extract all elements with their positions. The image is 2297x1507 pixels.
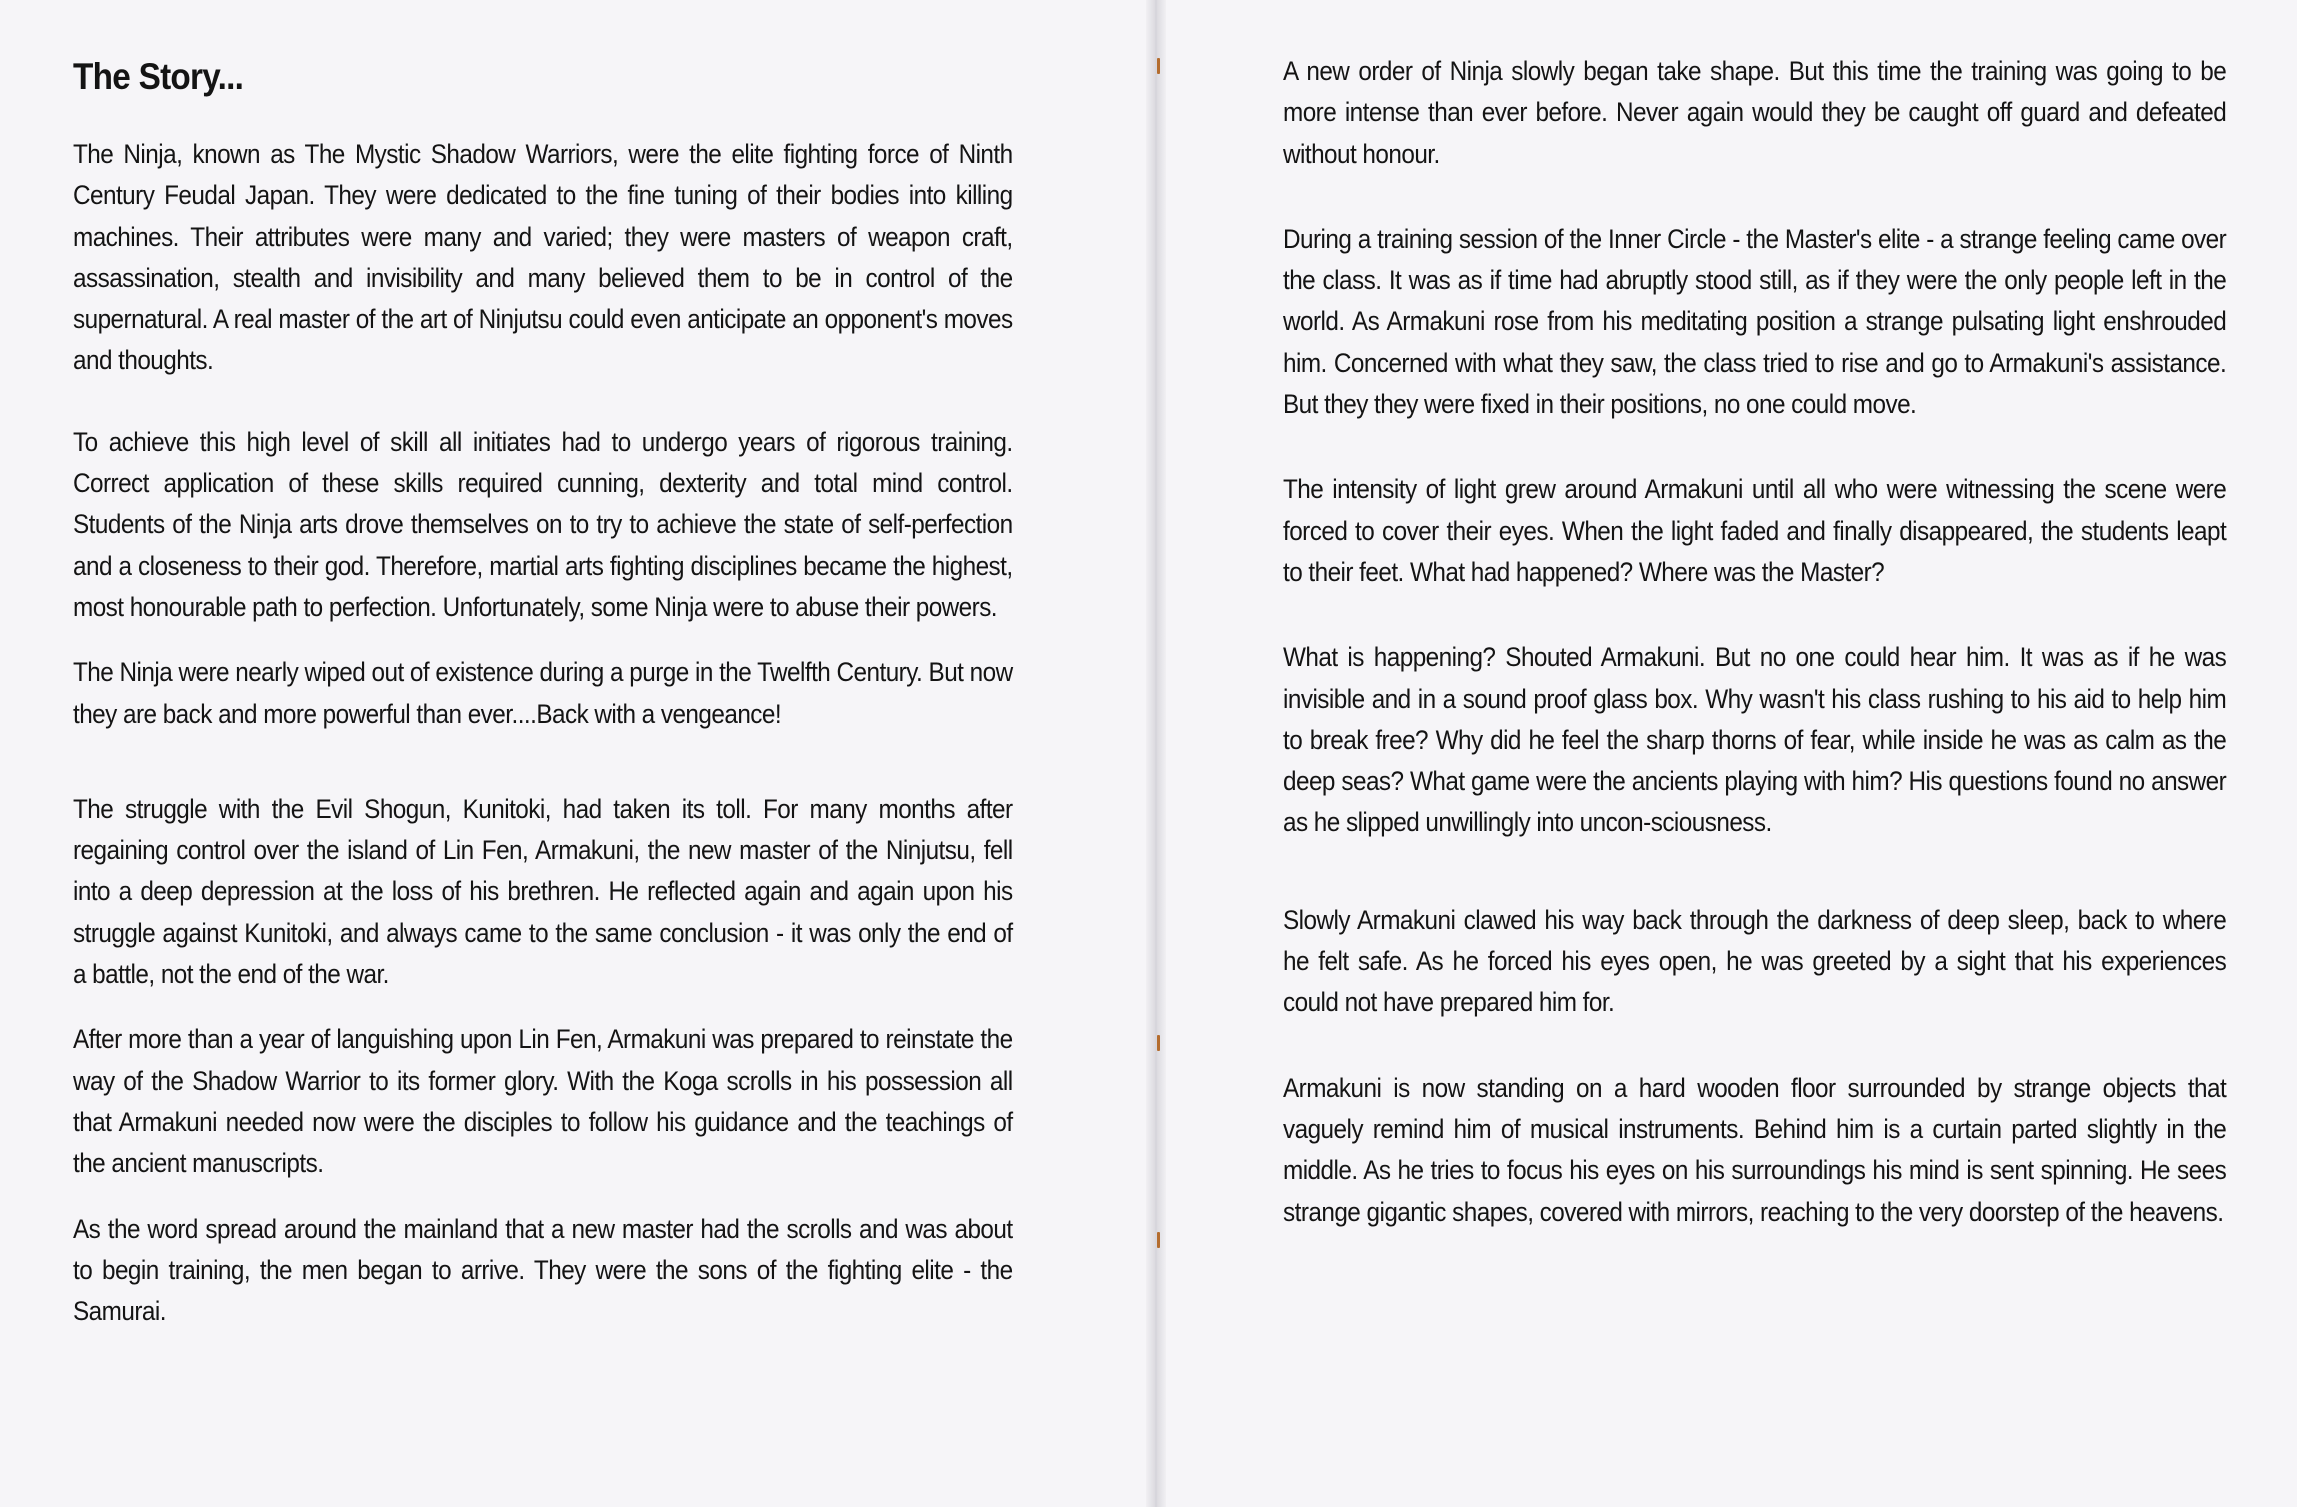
story-paragraph: The Ninja were nearly wiped out of existence during a purge in the Twelfth Century. But now they are back and more powerful than ever....Back with a vengeance! [73,657,1013,729]
story-paragraph: During a training session of the Inner Circle - the Master's elite - a strange feeling came over the class. It was as if time had abruptly stood still, as if they were the only people left in the world. As Armakuni rose from his meditating position a strange pulsating light enshrouded him. Concerned with what they saw, the class tried to rise and go to Armakuni's assistance. But they they were fixed in their positions, no one could move. [1283,223,2227,420]
story-paragraph: To achieve this high level of skill all initiates had to undergo years of rigorous training. Correct application of these skills required cunning, dexterity and total mind control. Students of the Ninja arts drove themselves on to try to achieve the state of self-perfection and a closeness to their god. Therefore, martial arts fighting disciplines became the highest, most honourable path to perfection. Unfortunately, some Ninja were to abuse their powers. [73,426,1013,622]
story-paragraph: As the word spread around the mainland that a new master had the scrolls and was about to begin training, the men began to arrive. They were the sons of the fighting elite - the Samurai. [73,1213,1013,1327]
story-title: The Story... [73,56,244,97]
left-text-column [73,54,1013,1372]
story-paragraph: What is happening? Shouted Armakuni. But no one could hear him. It was as if he was invisible and in a sound proof glass box. Why wasn't his class rushing to his aid to help him to break free? Why did he feel the sharp thorns of fear, while inside he was as calm as the deep seas? What game were the ancients playing with him? His questions found no answer as he slipped unwillingly into uncon-sciousness. [1283,642,2227,838]
story-paragraph: Slowly Armakuni clawed his way back through the darkness of deep sleep, back to where he felt safe. As he forced his eyes open, he was greeted by a sight that his experiences could not have prepared him for. [1283,904,2227,1018]
story-paragraph: The intensity of light grew around Armakuni until all who were witnessing the scene were forced to cover their eyes. When the light faded and finally disappeared, the students leapt to their feet. What had happened? Where was the Master? [1283,474,2227,587]
story-paragraph: Armakuni is now standing on a hard wooden floor surrounded by strange objects that vaguely remind him of musical instruments. Behind him is a curtain parted slightly in the middle. As he tries to focus his eyes on his surroundings his mind is sent spinning. He sees strange gigantic shapes, covered with mirrors, reaching to the very doorstep of the heavens. [1283,1072,2227,1227]
story-paragraph: A new order of Ninja slowly began take shape. But this time the training was going to be more intense than ever before. Never again would they be caught off guard and defeated without honour. [1283,56,2227,169]
binding-mark [1157,58,1160,74]
story-paragraph: After more than a year of languishing upon Lin Fen, Armakuni was prepared to reinstate the way of the Shadow Warrior to its former glory. With the Koga scrolls in his possession all that Armakuni needed now were the disciples to follow his guidance and the teachings of the ancient manuscripts. [73,1024,1013,1179]
binding-mark [1157,1232,1160,1248]
page-gutter [1146,0,1166,1507]
right-text-column [1283,51,2226,1277]
story-paragraph: The Ninja, known as The Mystic Shadow Warriors, were the elite fighting force of Ninth Century Feudal Japan. They were dedicated to the fine tuning of their bodies into killing machines. Their attributes were many and varied; they were masters of weapon craft, assassination, stealth and invisibility and many believed them to be in control of the supernatural. A real master of the art of Ninjutsu could even anticipate an opponent's moves and thoughts. [73,139,1013,376]
binding-mark [1157,1035,1160,1051]
story-paragraph: The struggle with the Evil Shogun, Kunitoki, had taken its toll. For many months after regaining control over the island of Lin Fen, Armakuni, the new master of the Ninjutsu, fell into a deep depression at the loss of his brethren. He reflected again and again upon his struggle against Kunitoki, and always came to the same conclusion - it was only the end of a battle, not the end of the war. [73,793,1013,990]
